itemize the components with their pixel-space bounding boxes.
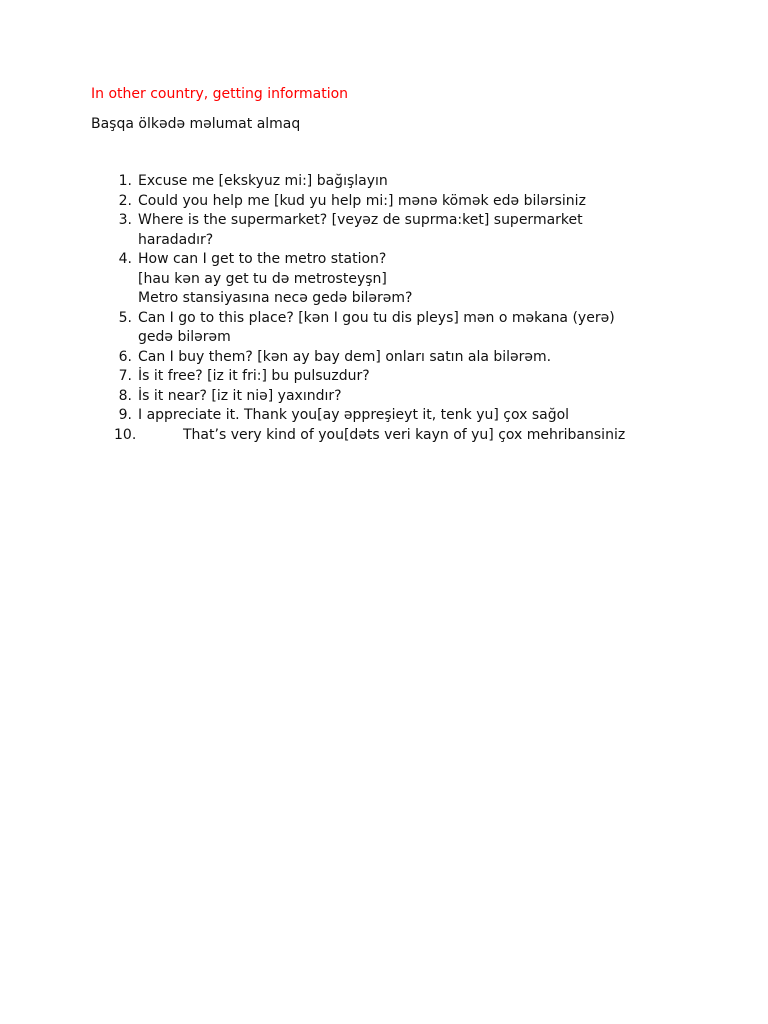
list-item [110, 192, 690, 212]
list-item [110, 250, 690, 309]
list-item-text: İs it near? [iz it niə] yaxındır? [138, 387, 342, 404]
document-title: In other country, getting information [91, 86, 349, 102]
list-item [110, 406, 690, 426]
list-item-text: How can I get to the metro station? [138, 251, 387, 267]
list-item-number: 3. [118, 212, 132, 228]
list-item-number: 5. [118, 309, 132, 326]
list-item-number: 1. [118, 173, 132, 189]
list-item-number: 10. [114, 426, 137, 443]
list-item [110, 387, 690, 407]
list-item-text: Metro stansiyasına necə gedə bilərəm? [138, 290, 413, 306]
list-item-text: I appreciate it. Thank you[ay əppreşieyt it, tenk yu] çox sağol [138, 407, 570, 423]
list-item [110, 172, 690, 192]
phrase-list [110, 172, 690, 445]
list-item-text: haradadır? [138, 231, 214, 248]
list-item-number: 8. [118, 387, 132, 404]
list-item-text: Can I go to this place? [kən I gou tu dis pleys] mən o məkana (yerə) [138, 309, 615, 326]
list-item-number: 2. [118, 192, 132, 209]
list-item-text: Could you help me [kud yu help mi:] mənə kömək edə bilərsiniz [138, 192, 586, 209]
list-item-text: Where is the supermarket? [veyəz de suprma:ket] supermarket [138, 212, 583, 228]
list-item-text: [hau kən ay get tu də metrosteyşn] [138, 270, 387, 287]
document-subtitle: Başqa ölkədə məlumat almaq [91, 116, 301, 132]
list-item-text: That’s very kind of you[dəts veri kayn of yu] çox mehribansiniz [183, 426, 626, 443]
list-item [110, 348, 690, 368]
list-item [110, 211, 690, 250]
list-item-text: İs it free? [iz it fri:] bu pulsuzdur? [138, 368, 370, 384]
list-item-number: 4. [118, 251, 132, 267]
list-item-text: Excuse me [ekskyuz mi:] bağışlayın [138, 173, 388, 189]
list-item [110, 367, 690, 387]
list-item [110, 426, 690, 446]
list-item-number: 6. [118, 348, 132, 365]
list-item-text: Can I buy them? [kən ay bay dem] onları satın ala bilərəm. [138, 348, 552, 365]
list-item-text: gedə bilərəm [138, 329, 231, 345]
list-item-number: 9. [118, 407, 132, 423]
list-item [110, 309, 690, 348]
list-item-number: 7. [118, 368, 132, 384]
